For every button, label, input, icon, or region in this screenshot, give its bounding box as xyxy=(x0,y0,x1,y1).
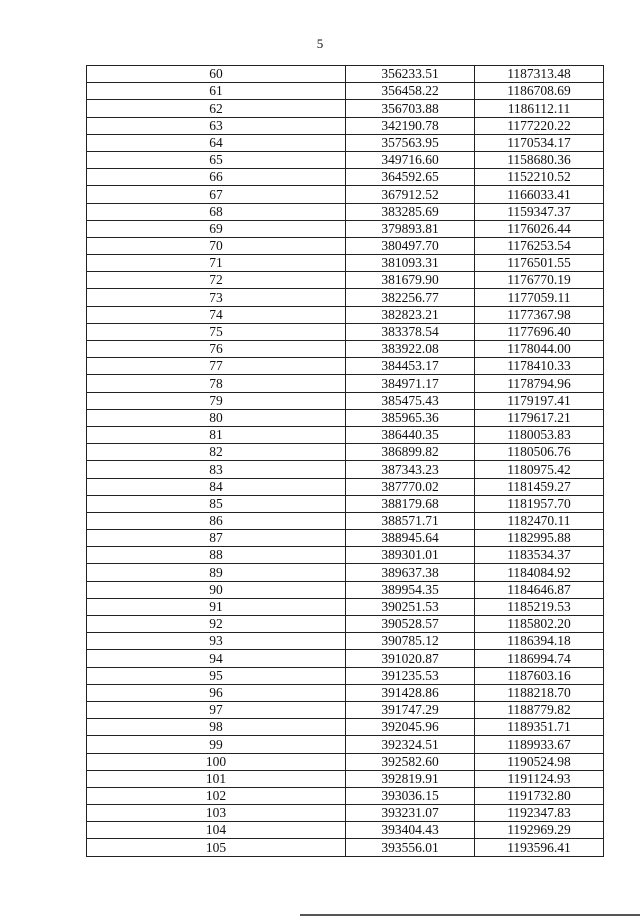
point-number-cell: 83 xyxy=(87,461,346,478)
point-number-cell: 64 xyxy=(87,134,346,151)
point-number-cell: 80 xyxy=(87,409,346,426)
table-row xyxy=(87,684,604,701)
point-number-cell: 89 xyxy=(87,564,346,581)
table-row xyxy=(87,633,604,650)
y-coordinate-cell: 1177220.22 xyxy=(475,117,604,134)
table-row xyxy=(87,564,604,581)
x-coordinate-cell: 390251.53 xyxy=(346,598,475,615)
table-row xyxy=(87,478,604,495)
x-coordinate-cell: 393231.07 xyxy=(346,805,475,822)
table-row xyxy=(87,375,604,392)
point-number-cell: 94 xyxy=(87,650,346,667)
x-coordinate-cell: 392582.60 xyxy=(346,753,475,770)
x-coordinate-cell: 356703.88 xyxy=(346,100,475,117)
x-coordinate-cell: 387343.23 xyxy=(346,461,475,478)
table-row xyxy=(87,66,604,83)
y-coordinate-cell: 1191124.93 xyxy=(475,770,604,787)
x-coordinate-cell: 356458.22 xyxy=(346,83,475,100)
x-coordinate-cell: 387770.02 xyxy=(346,478,475,495)
x-coordinate-cell: 382823.21 xyxy=(346,306,475,323)
y-coordinate-cell: 1152210.52 xyxy=(475,169,604,186)
y-coordinate-cell: 1176253.54 xyxy=(475,237,604,254)
x-coordinate-cell: 389954.35 xyxy=(346,581,475,598)
point-number-cell: 98 xyxy=(87,719,346,736)
x-coordinate-cell: 379893.81 xyxy=(346,220,475,237)
point-number-cell: 90 xyxy=(87,581,346,598)
y-coordinate-cell: 1186994.74 xyxy=(475,650,604,667)
point-number-cell: 61 xyxy=(87,83,346,100)
y-coordinate-cell: 1185219.53 xyxy=(475,598,604,615)
table-row xyxy=(87,237,604,254)
x-coordinate-cell: 383922.08 xyxy=(346,341,475,358)
page-number: 5 xyxy=(316,36,324,51)
x-coordinate-cell: 389301.01 xyxy=(346,547,475,564)
point-number-cell: 97 xyxy=(87,701,346,718)
x-coordinate-cell: 381679.90 xyxy=(346,272,475,289)
x-coordinate-cell: 392324.51 xyxy=(346,736,475,753)
table-row xyxy=(87,547,604,564)
x-coordinate-cell: 388571.71 xyxy=(346,512,475,529)
table-row xyxy=(87,341,604,358)
y-coordinate-cell: 1176770.19 xyxy=(475,272,604,289)
table-row xyxy=(87,134,604,151)
table-row xyxy=(87,822,604,839)
point-number-cell: 103 xyxy=(87,805,346,822)
table-row xyxy=(87,392,604,409)
point-number-cell: 81 xyxy=(87,426,346,443)
point-number-cell: 68 xyxy=(87,203,346,220)
table-row xyxy=(87,530,604,547)
point-number-cell: 66 xyxy=(87,169,346,186)
y-coordinate-cell: 1188218.70 xyxy=(475,684,604,701)
table-row xyxy=(87,839,604,856)
point-number-cell: 60 xyxy=(87,66,346,83)
table-row xyxy=(87,667,604,684)
point-number-cell: 95 xyxy=(87,667,346,684)
x-coordinate-cell: 380497.70 xyxy=(346,237,475,254)
y-coordinate-cell: 1185802.20 xyxy=(475,616,604,633)
x-coordinate-cell: 392819.91 xyxy=(346,770,475,787)
y-coordinate-cell: 1193596.41 xyxy=(475,839,604,856)
x-coordinate-cell: 386899.82 xyxy=(346,444,475,461)
table-row xyxy=(87,409,604,426)
point-number-cell: 102 xyxy=(87,787,346,804)
y-coordinate-cell: 1184646.87 xyxy=(475,581,604,598)
table-row xyxy=(87,461,604,478)
y-coordinate-cell: 1181957.70 xyxy=(475,495,604,512)
point-number-cell: 87 xyxy=(87,530,346,547)
y-coordinate-cell: 1187603.16 xyxy=(475,667,604,684)
y-coordinate-cell: 1179197.41 xyxy=(475,392,604,409)
x-coordinate-cell: 389637.38 xyxy=(346,564,475,581)
x-coordinate-cell: 393404.43 xyxy=(346,822,475,839)
y-coordinate-cell: 1186394.18 xyxy=(475,633,604,650)
table-row xyxy=(87,83,604,100)
y-coordinate-cell: 1186708.69 xyxy=(475,83,604,100)
y-coordinate-cell: 1191732.80 xyxy=(475,787,604,804)
point-number-cell: 92 xyxy=(87,616,346,633)
scan-edge-line xyxy=(300,914,640,916)
point-number-cell: 86 xyxy=(87,512,346,529)
point-number-cell: 76 xyxy=(87,341,346,358)
x-coordinate-cell: 385475.43 xyxy=(346,392,475,409)
table-row xyxy=(87,770,604,787)
table-row xyxy=(87,100,604,117)
coordinate-table xyxy=(86,65,604,857)
x-coordinate-cell: 384971.17 xyxy=(346,375,475,392)
point-number-cell: 63 xyxy=(87,117,346,134)
x-coordinate-cell: 356233.51 xyxy=(346,66,475,83)
x-coordinate-cell: 391235.53 xyxy=(346,667,475,684)
table-row xyxy=(87,701,604,718)
x-coordinate-cell: 388179.68 xyxy=(346,495,475,512)
y-coordinate-cell: 1177367.98 xyxy=(475,306,604,323)
point-number-cell: 78 xyxy=(87,375,346,392)
y-coordinate-cell: 1189933.67 xyxy=(475,736,604,753)
y-coordinate-cell: 1189351.71 xyxy=(475,719,604,736)
y-coordinate-cell: 1188779.82 xyxy=(475,701,604,718)
x-coordinate-cell: 392045.96 xyxy=(346,719,475,736)
point-number-cell: 67 xyxy=(87,186,346,203)
x-coordinate-cell: 367912.52 xyxy=(346,186,475,203)
point-number-cell: 71 xyxy=(87,255,346,272)
y-coordinate-cell: 1170534.17 xyxy=(475,134,604,151)
table-row xyxy=(87,444,604,461)
y-coordinate-cell: 1178044.00 xyxy=(475,341,604,358)
table-row xyxy=(87,323,604,340)
y-coordinate-cell: 1180053.83 xyxy=(475,426,604,443)
table-row xyxy=(87,581,604,598)
y-coordinate-cell: 1180975.42 xyxy=(475,461,604,478)
y-coordinate-cell: 1182470.11 xyxy=(475,512,604,529)
x-coordinate-cell: 383378.54 xyxy=(346,323,475,340)
x-coordinate-cell: 390528.57 xyxy=(346,616,475,633)
table-row xyxy=(87,255,604,272)
table-row xyxy=(87,151,604,168)
point-number-cell: 74 xyxy=(87,306,346,323)
table-row xyxy=(87,598,604,615)
table-row xyxy=(87,426,604,443)
point-number-cell: 101 xyxy=(87,770,346,787)
table-row xyxy=(87,272,604,289)
x-coordinate-cell: 381093.31 xyxy=(346,255,475,272)
point-number-cell: 88 xyxy=(87,547,346,564)
y-coordinate-cell: 1187313.48 xyxy=(475,66,604,83)
x-coordinate-cell: 393036.15 xyxy=(346,787,475,804)
y-coordinate-cell: 1159347.37 xyxy=(475,203,604,220)
table-row xyxy=(87,650,604,667)
x-coordinate-cell: 393556.01 xyxy=(346,839,475,856)
point-number-cell: 70 xyxy=(87,237,346,254)
table-row xyxy=(87,753,604,770)
table-row xyxy=(87,169,604,186)
x-coordinate-cell: 382256.77 xyxy=(346,289,475,306)
table-row xyxy=(87,805,604,822)
x-coordinate-cell: 383285.69 xyxy=(346,203,475,220)
table-row xyxy=(87,495,604,512)
x-coordinate-cell: 391020.87 xyxy=(346,650,475,667)
table-row xyxy=(87,186,604,203)
point-number-cell: 104 xyxy=(87,822,346,839)
y-coordinate-cell: 1166033.41 xyxy=(475,186,604,203)
table-row xyxy=(87,306,604,323)
point-number-cell: 85 xyxy=(87,495,346,512)
y-coordinate-cell: 1176501.55 xyxy=(475,255,604,272)
point-number-cell: 84 xyxy=(87,478,346,495)
y-coordinate-cell: 1182995.88 xyxy=(475,530,604,547)
table-row xyxy=(87,512,604,529)
x-coordinate-cell: 342190.78 xyxy=(346,117,475,134)
point-number-cell: 99 xyxy=(87,736,346,753)
point-number-cell: 91 xyxy=(87,598,346,615)
x-coordinate-cell: 388945.64 xyxy=(346,530,475,547)
point-number-cell: 75 xyxy=(87,323,346,340)
y-coordinate-cell: 1177696.40 xyxy=(475,323,604,340)
x-coordinate-cell: 390785.12 xyxy=(346,633,475,650)
y-coordinate-cell: 1192347.83 xyxy=(475,805,604,822)
x-coordinate-cell: 384453.17 xyxy=(346,358,475,375)
point-number-cell: 100 xyxy=(87,753,346,770)
table-row xyxy=(87,358,604,375)
coordinate-table-body xyxy=(87,66,604,857)
table-row xyxy=(87,117,604,134)
y-coordinate-cell: 1183534.37 xyxy=(475,547,604,564)
table-row xyxy=(87,736,604,753)
x-coordinate-cell: 386440.35 xyxy=(346,426,475,443)
y-coordinate-cell: 1158680.36 xyxy=(475,151,604,168)
point-number-cell: 72 xyxy=(87,272,346,289)
point-number-cell: 62 xyxy=(87,100,346,117)
y-coordinate-cell: 1179617.21 xyxy=(475,409,604,426)
x-coordinate-cell: 364592.65 xyxy=(346,169,475,186)
point-number-cell: 96 xyxy=(87,684,346,701)
y-coordinate-cell: 1180506.76 xyxy=(475,444,604,461)
x-coordinate-cell: 349716.60 xyxy=(346,151,475,168)
y-coordinate-cell: 1178794.96 xyxy=(475,375,604,392)
point-number-cell: 73 xyxy=(87,289,346,306)
y-coordinate-cell: 1177059.11 xyxy=(475,289,604,306)
table-row xyxy=(87,787,604,804)
point-number-cell: 69 xyxy=(87,220,346,237)
y-coordinate-cell: 1192969.29 xyxy=(475,822,604,839)
point-number-cell: 65 xyxy=(87,151,346,168)
x-coordinate-cell: 385965.36 xyxy=(346,409,475,426)
point-number-cell: 77 xyxy=(87,358,346,375)
y-coordinate-cell: 1181459.27 xyxy=(475,478,604,495)
table-row xyxy=(87,719,604,736)
table-row xyxy=(87,220,604,237)
y-coordinate-cell: 1190524.98 xyxy=(475,753,604,770)
point-number-cell: 105 xyxy=(87,839,346,856)
point-number-cell: 82 xyxy=(87,444,346,461)
point-number-cell: 93 xyxy=(87,633,346,650)
table-row xyxy=(87,203,604,220)
y-coordinate-cell: 1176026.44 xyxy=(475,220,604,237)
y-coordinate-cell: 1186112.11 xyxy=(475,100,604,117)
point-number-cell: 79 xyxy=(87,392,346,409)
x-coordinate-cell: 391747.29 xyxy=(346,701,475,718)
x-coordinate-cell: 391428.86 xyxy=(346,684,475,701)
table-row xyxy=(87,289,604,306)
y-coordinate-cell: 1184084.92 xyxy=(475,564,604,581)
y-coordinate-cell: 1178410.33 xyxy=(475,358,604,375)
table-row xyxy=(87,616,604,633)
x-coordinate-cell: 357563.95 xyxy=(346,134,475,151)
